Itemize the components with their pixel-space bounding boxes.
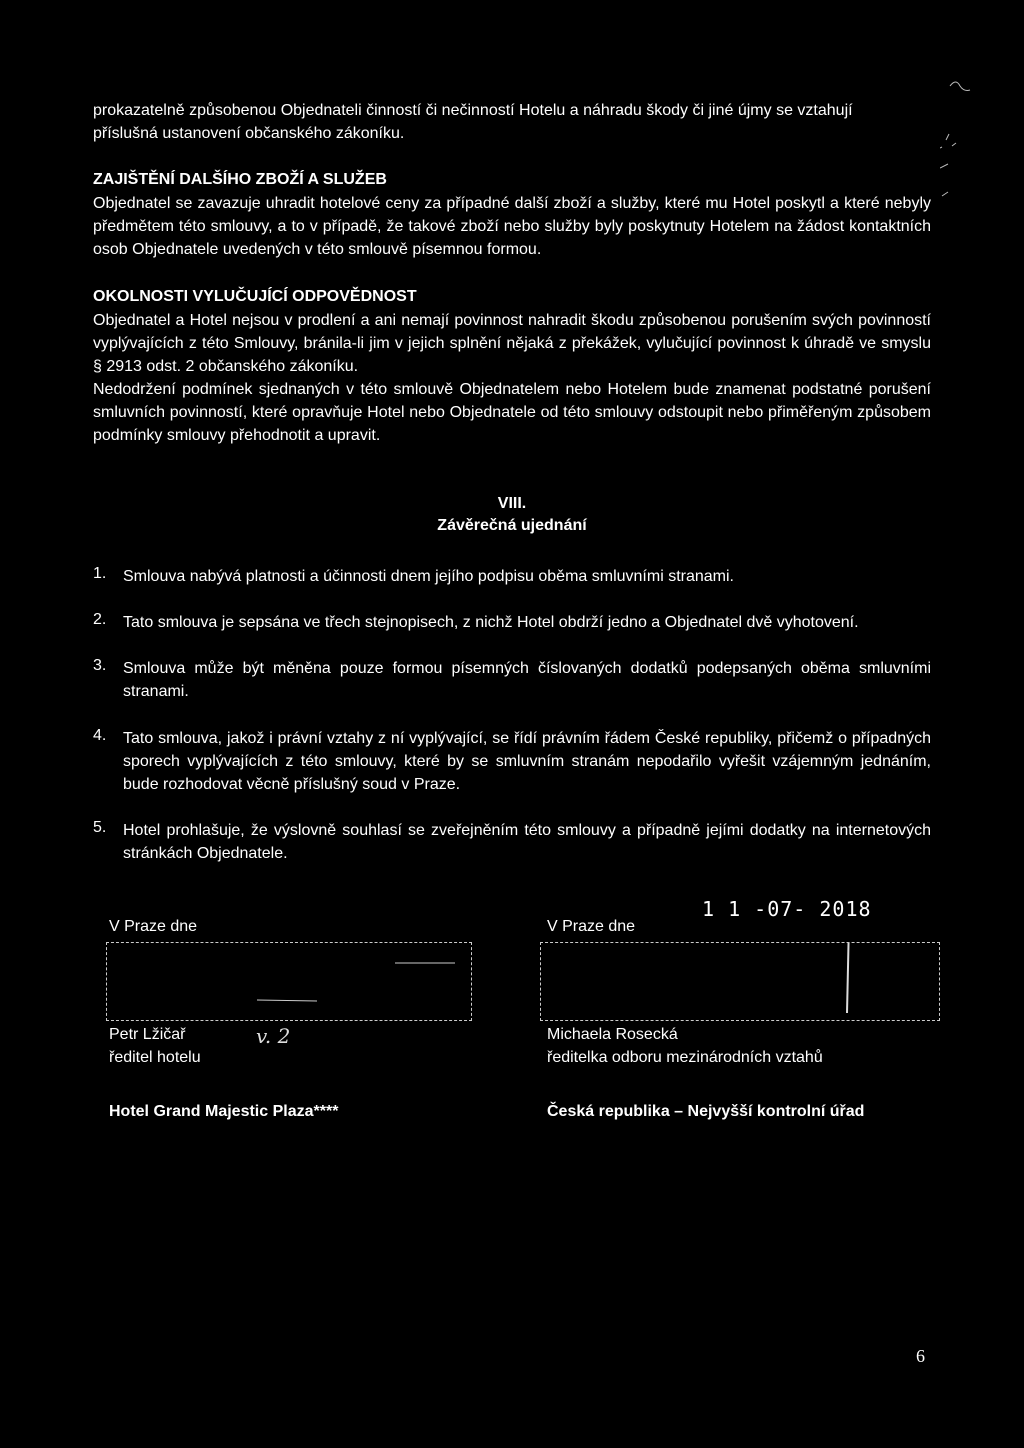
final-item-number: 4.: [93, 727, 107, 744]
left-signature-box: [106, 942, 472, 1021]
final-item-text: Smlouva nabývá platnosti a účinnosti dnem jejího podpisu oběma smluvními stranami.: [123, 568, 734, 585]
right-place-date: V Praze dne: [547, 918, 636, 935]
left-signer-name: Petr Lžičař: [109, 1026, 186, 1043]
section-liability-text-1: Objednatel a Hotel nejsou v prodlení a ani nemají povinnost nahradit škodu způsobenou porušením svých povinností vyplývajících z této Smlouvy, bránila-li jim v jejich splnění nějaká z překážek, vylučující povinnost k úhradě ve smyslu § 2913 odst. 2 občanského zákoníku.: [93, 312, 931, 375]
section-final-title: Závěrečná ujednání: [437, 517, 587, 534]
section-liability-text-2: Nedodržení podmínek sjednaných v této smlouvě Objednatelem nebo Hotelem bude znamenat podstatné porušení smluvních povinností, které opravňuje Hotel nebo Objednatele od této smlouvy odstoupit nebo přiměřeným způsobem podmínky smlouvy přehodnotit a upravit.: [93, 381, 931, 444]
section-liability-title: OKOLNOSTI VYLUČUJÍCÍ ODPOVĚDNOST: [93, 288, 417, 305]
section-final-numeral: VIII.: [497, 495, 527, 512]
left-signer-role: ředitel hotelu: [109, 1049, 201, 1066]
right-signature-box: [540, 942, 940, 1021]
left-place-date: V Praze dne: [109, 918, 198, 935]
section-goods-title: ZAJIŠTĚNÍ DALŠÍHO ZBOŽÍ A SLUŽEB: [93, 171, 387, 188]
final-item-number: 2.: [93, 611, 107, 628]
final-item-text: Smlouva může být měněna pouze formou písemných číslovaných dodatků podepsaných oběma smluvními stranami.: [123, 660, 931, 700]
date-stamp: 1 1 -07- 2018: [702, 897, 872, 921]
right-organization: Česká republika – Nejvyšší kontrolní úřad: [547, 1103, 865, 1120]
intro-line-2: příslušná ustanovení občanského zákoníku.: [93, 125, 405, 142]
final-item-text: Tato smlouva, jakož i právní vztahy z ní vyplývající, se řídí právním řádem České republiky, přičemž o případných sporech vyplývajících z této smlouvy, které by se smluvním stranám nepodařilo vyřešit vzájemným jednáním, bude rozhodovat věcně příslušný soud v Praze.: [123, 730, 931, 793]
left-organization: Hotel Grand Majestic Plaza****: [109, 1103, 339, 1120]
right-signer-role: ředitelka odboru mezinárodních vztahů: [547, 1049, 823, 1066]
intro-line-1: prokazatelně způsobenou Objednateli činností či nečinností Hotelu a náhradu škody či jiné újmy se vztahují: [93, 102, 853, 119]
right-signature-strokes: [541, 943, 939, 1020]
final-item-number: 3.: [93, 657, 107, 674]
left-signature-strokes: [107, 943, 471, 1020]
section-goods-text: Objednatel se zavazuje uhradit hotelové ceny za případné další zboží a služby, které mu Hotel poskytl a které nebyly předmětem této smlouvy, a to v případě, že takové zboží nebo služby byly poskytnuty Hotelem na žádost kontaktních osob Objednatele uvedených v této smlouvě písemnou formou.: [93, 195, 931, 258]
margin-handwritten-marks: [940, 72, 1000, 202]
right-signer-name: Michaela Rosecká: [547, 1026, 678, 1043]
final-item-text: Hotel prohlašuje, že výslovně souhlasí se zveřejněním této smlouvy a případně jejími dodatky na internetových stránkách Objednatele.: [123, 822, 931, 862]
final-item-number: 5.: [93, 819, 107, 836]
left-handwritten-initials: v. 2: [256, 1024, 291, 1048]
page-number: 6: [916, 1346, 925, 1366]
final-item-text: Tato smlouva je sepsána ve třech stejnopisech, z nichž Hotel obdrží jedno a Objednatel dvě vyhotovení.: [123, 614, 859, 631]
final-item-number: 1.: [93, 565, 107, 582]
